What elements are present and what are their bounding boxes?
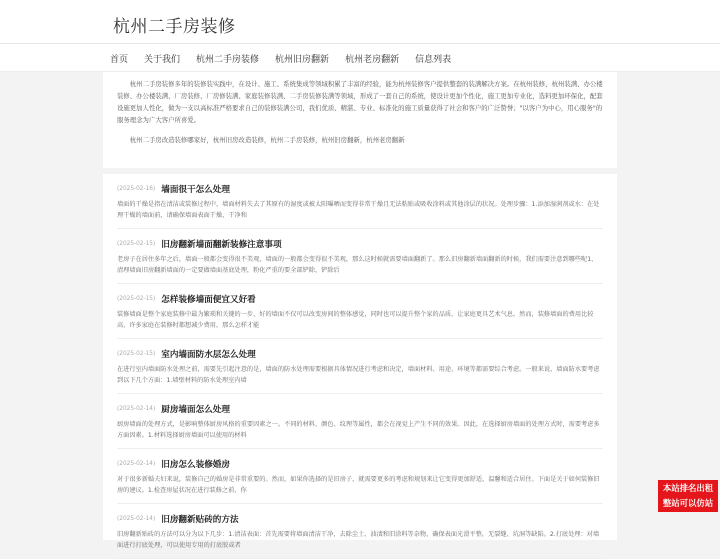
nav-item-about[interactable]: 关于我们 (144, 54, 181, 65)
nav-item-info-list[interactable]: 信息列表 (415, 54, 452, 65)
main-nav (0, 44, 720, 72)
article-title-link[interactable]: 墙面很干怎么处理 (161, 185, 230, 195)
list-item (117, 394, 603, 449)
article-date: (2025-02-16) (117, 186, 156, 192)
list-item (117, 449, 603, 504)
article-list (103, 174, 617, 549)
list-item (117, 284, 603, 339)
list-item (117, 504, 603, 559)
article-excerpt: 对于很多新婚夫妇来说，装修自己的婚房是非常重要的。然而，如果你选择的是旧房子，就需要更多的考虑和规划来让它变得更加舒适、温馨和适合居住。下面是关于如何装修旧房的建议。1.检查房屋状况在进行装修之前，你 (117, 476, 600, 494)
article-date: (2025-02-14) (117, 516, 156, 522)
nav-item-old-house-refurbish[interactable]: 杭州旧房翻新 (275, 54, 330, 65)
site-title[interactable]: 杭州二手房装修 (113, 17, 236, 37)
rental-ad-badge[interactable] (658, 480, 718, 512)
article-excerpt: 老房子在居住多年之后，墙面一般都会变得很不美观，墙面的一般都会变得很不美观，那么这时候就需要墙面翻新了。那么旧房翻新墙面翻新的时候，我们需要注意到哪些呢1、清理墙面旧房翻新墙面的一定要做墙面基底处理，粉化严重的要全部铲除，铲除后 (117, 256, 598, 274)
article-date: (2025-02-14) (117, 406, 156, 412)
article-title-link[interactable]: 室内墙面防水层怎么处理 (161, 350, 256, 360)
article-date: (2025-02-14) (117, 461, 156, 467)
article-excerpt: 在进行室内墙面防水处理之前，需要先引起注意的是，墙面的防水处理需要根据具体情况进行考虑和决定，墙面材料、用途、环境等都需要综合考虑。一般来说，墙面防水要考虑到以下几个方面：1.墙壁材料的防水处理室内墙 (117, 366, 600, 384)
list-item (117, 339, 603, 394)
article-date: (2025-02-15) (117, 296, 156, 302)
article-date: (2025-02-15) (117, 241, 156, 247)
article-excerpt: 墙面的干燥是指在清洁或装修过程中，墙面材料失去了其原有的湿度或被太阳曝晒而变得非常干燥且无法粘贴或吸收涂料或其他涂层的状况。处理步骤：1.添加湿润剂或水：在处理干燥的墙面前，请确保墙面表面干燥，干净和 (117, 201, 600, 219)
list-item (117, 174, 603, 229)
site-header (0, 0, 720, 44)
article-title-link[interactable]: 旧房翻新墙面翻新装修注意事项 (161, 240, 282, 250)
intro-keywords: 杭州二手房改造装修哪家好，杭州旧房改造装修，杭州二手房装修，杭州旧房翻新，杭州老房翻新 (129, 136, 405, 144)
badge-line-2: 整站可以仿站 (662, 498, 714, 508)
nav-item-old-home-refurbish[interactable]: 杭州老房翻新 (345, 54, 400, 65)
article-title-link[interactable]: 旧房怎么装修婚房 (161, 460, 230, 470)
article-title-link[interactable]: 怎样装修墙面便宜又好看 (161, 295, 256, 305)
article-title-link[interactable]: 旧房翻新贴砖的方法 (161, 515, 239, 525)
article-excerpt: 装修墙面是整个家庭装修中最为繁琐和关键的一步，好的墙面不仅可以改变房间的整体感觉，同时也可以提升整个家的品质，让家庭更具艺术气息。然而，装修墙面的费用比较高，许多家庭在装修时都想减少费用，那么怎样才能 (117, 311, 594, 329)
intro-panel (103, 72, 617, 168)
list-item (117, 229, 603, 284)
badge-line-1: 本站排名出租 (662, 483, 714, 493)
article-title-link[interactable]: 厨房墙面怎么处理 (161, 405, 230, 415)
nav-item-secondhand-renovation[interactable]: 杭州二手房装修 (196, 54, 260, 65)
article-date: (2025-02-15) (117, 351, 156, 357)
nav-item-home[interactable]: 首页 (110, 54, 129, 65)
article-excerpt: 厨房墙面的处理方式，是影响整体厨房风格的重要因素之一。不同的材料、颜色、纹理等属性，都会在视觉上产生不同的效果。因此，在选择厨房墙面的处理方式时，需要考虑多方面因素。1.材料选择厨房墙面可以使用的材料 (117, 421, 600, 439)
article-excerpt: 旧房翻新贴砖的方法可以分为以下几步：1.清洁表面：首先需要将墙面清洁干净，去除尘土、油渍和旧涂料等杂物，确保表面光滑平整，无裂缝、坑洞等缺陷。2.打底处理：对墙面进行打底处理，可以使用专用的打底胶或者 (117, 531, 600, 549)
intro-paragraph: 杭州二手房装修多年的装修装实践中，在设计、施工、系统集成等领域积累了丰富的经验，能为杭州装修客户提供整套的装满解决方案。在杭州装修、杭州装满、办公楼装修、办公楼装满、厂房装修、厂房修装满、家庭装修装满、二手房装修装满等领域，形成了一套自己的系统，使设计更加个性化，施工更加专业化，选料更加环保化，配套设施更加人性化，做为一支以高标准严格要求自己的装修装满公司，我们优质、精湛、专业、标准化的施工质量获得了社会和客户的广泛赞誉；"以客户为中心，用心服务"的服务理念为广大客户所喜爱。 (117, 80, 603, 124)
